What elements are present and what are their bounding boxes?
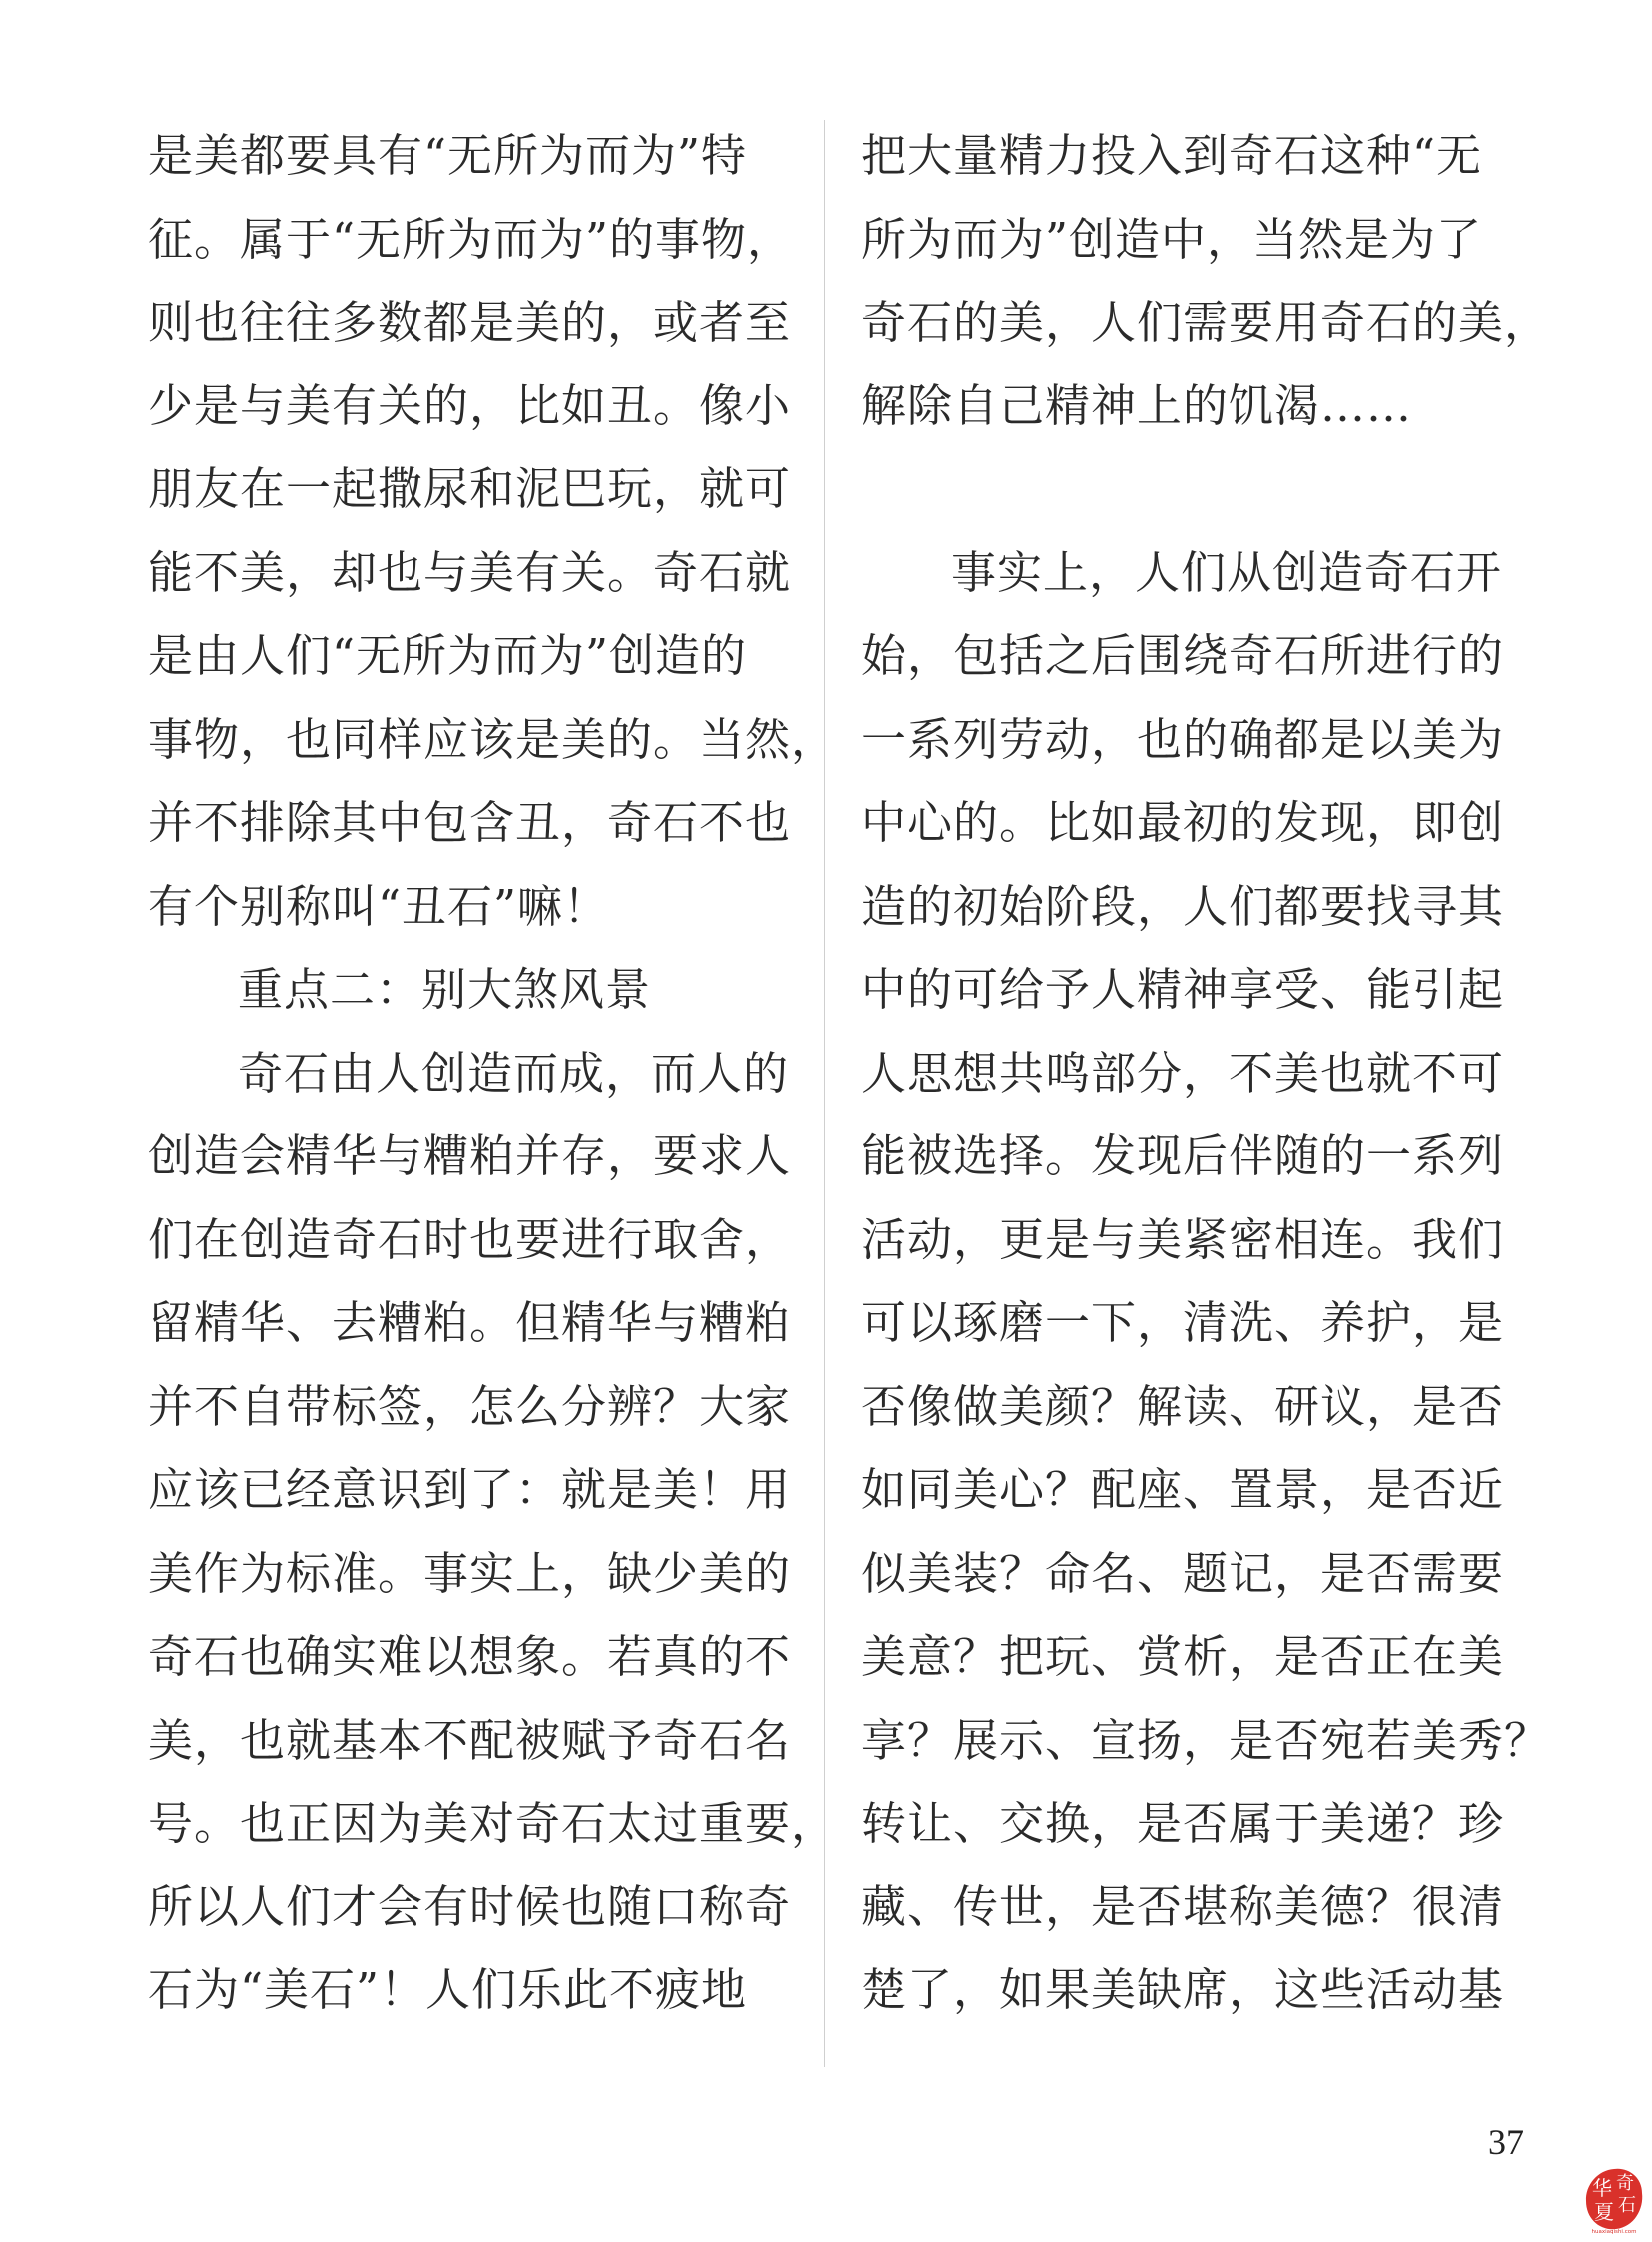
text-line: 把大量精力投入到奇石这种“无 [861,129,1483,182]
text-line: 留精华、去糟粕。但精华与糟粕 [148,1296,792,1349]
page-number: 37 [1488,2122,1524,2162]
text-line: 是由人们“无所为而为”创造的 [148,629,748,682]
text-line: 藏、传世，是否堪称美德？很清 [861,1879,1505,1933]
text-line: 享？展示、宣扬，是否宛若美秀？ [861,1713,1551,1767]
text-line: 美作为标准。事实上，缺少美的 [148,1546,792,1600]
watermark-char-hua: 华 [1592,2176,1612,2200]
text-line: 所为而为”创造中，当然是为了 [861,212,1483,266]
right-column-bottom-paragraph [861,531,1551,2032]
text-line: 朋友在一起撒尿和泥巴玩，就可 [148,462,792,515]
text-line: 奇石也确实难以想象。若真的不 [148,1630,792,1683]
text-line: 可以琢磨一下，清洗、养护，是 [861,1296,1505,1349]
text-line: 中的可给予人精神享受、能引起 [861,963,1505,1016]
text-line: 所以人们才会有时候也随口称奇 [148,1879,792,1933]
text-line: 似美装？命名、题记，是否需要 [861,1546,1505,1600]
text-line: 有个别称叫“丑石”嘛！ [148,879,610,933]
text-line: 应该已经意识到了：就是美！用 [148,1463,792,1516]
text-line: 事物，也同样应该是美的。当然， [148,712,838,766]
watermark-char-xia: 夏 [1594,2200,1614,2224]
text-line: 一系列劳动，也的确都是以美为 [861,712,1505,766]
watermark-char-shi: 石 [1618,2195,1636,2216]
text-line: 能被选择。发现后伴随的一系列 [861,1129,1505,1182]
paragraph-gap [861,447,1500,531]
right-column-top-paragraph [861,114,1551,447]
column-divider [824,120,825,2067]
text-line: 始，包括之后围绕奇石所进行的 [861,629,1505,682]
text-line: 解除自己精神上的饥渴…… [861,378,1413,432]
text-line: 事实上，人们从创造奇石开 [951,545,1503,599]
text-line: 美，也就基本不配被赋予奇石名 [148,1713,792,1767]
right-column [861,114,1551,2032]
text-line: 重点二：别大煞风景 [238,963,652,1016]
text-line: 并不排除其中包含丑，奇石不也 [148,796,792,849]
text-line: 能不美，却也与美有关。奇石就 [148,545,792,599]
text-line: 创造会精华与糟粕并存，要求人 [148,1129,792,1182]
text-line: 中心的。比如最初的发现，即创 [861,796,1505,849]
text-line: 否像做美颜？解读、研议，是否 [861,1379,1505,1433]
text-line: 造的初始阶段，人们都要找寻其 [861,879,1505,933]
text-line: 转让、交换，是否属于美递？珍 [861,1797,1505,1850]
text-line: 号。也正因为美对奇石太过重要， [148,1797,838,1850]
text-line: 们在创造奇石时也要进行取舍， [148,1212,792,1266]
text-line: 征。属于“无所为而为”的事物， [148,212,794,266]
text-line: 奇石的美，人们需要用奇石的美， [861,296,1551,349]
text-line: 是美都要具有“无所为而为”特 [148,129,748,182]
watermark-char-qi: 奇 [1616,2173,1634,2194]
text-line: 如同美心？配座、置景，是否近 [861,1463,1505,1516]
text-line: 则也往往多数都是美的，或者至 [148,296,792,349]
left-column [148,114,838,2032]
text-line: 活动，更是与美紧密相连。我们 [861,1212,1505,1266]
text-line: 人思想共鸣部分，不美也就不可 [861,1046,1505,1100]
text-line: 并不自带标签，怎么分辨？大家 [148,1379,792,1433]
text-line: 少是与美有关的，比如丑。像小 [148,378,792,432]
watermark-url: huaxiaqishi.com [1591,2229,1637,2235]
text-line: 奇石由人创造而成，而人的 [238,1046,790,1100]
text-line: 楚了，如果美缺席，这些活动基 [861,1963,1505,2016]
text-line: 石为“美石”！人们乐此不疲地 [148,1963,748,2016]
watermark-seal-icon [1582,2165,1646,2235]
text-line: 美意？把玩、赏析，是否正在美 [861,1630,1505,1683]
